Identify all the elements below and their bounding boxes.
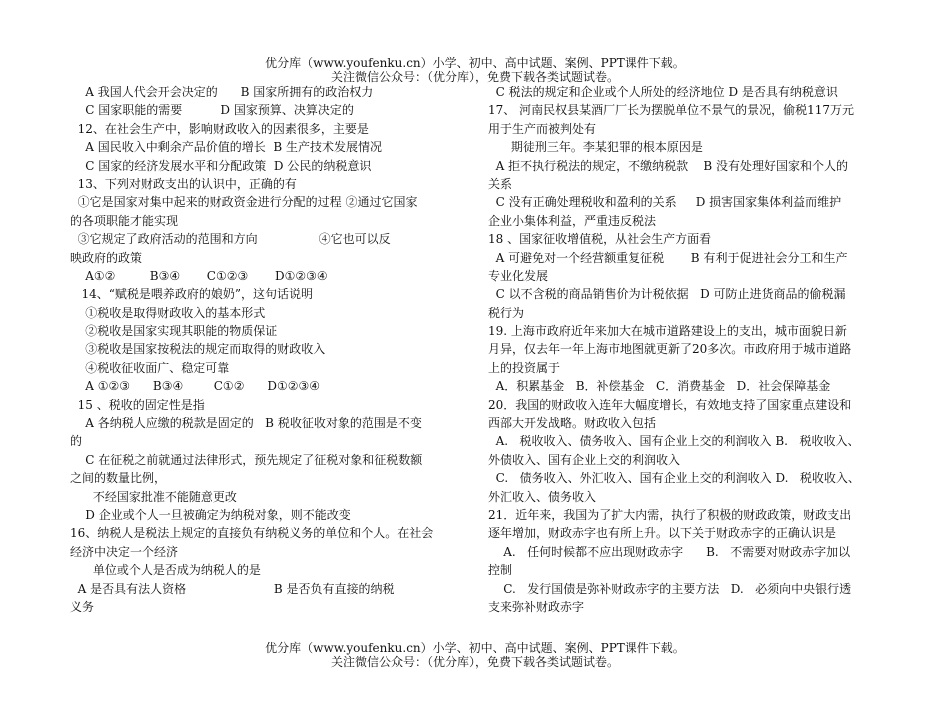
text-line: A. 任何时候都不应出现财政赤字 B. 不需要对财政赤字加以 bbox=[488, 544, 851, 559]
text-line: A①② B③④ C①②③ D①②③④ bbox=[70, 268, 328, 283]
text-line: A 可避免对一个经营额重复征税 B 有利于促进社会分工和生产 bbox=[488, 250, 848, 265]
text-line: 税行为 bbox=[488, 305, 525, 320]
header-line-2: 关注微信公众号：（优分库），免费下载各类试题试卷。 bbox=[330, 70, 619, 84]
text-line: C 在征税之前就通过法律形式，预先规定了征税对象和征税数额 bbox=[70, 452, 423, 467]
footer-line-1: 优分库（www.youfenku.cn）小学、初中、高中试题、案例、PPT课件下载。 bbox=[265, 641, 685, 655]
text-line: A 我国人代会开会决定的 B 国家所拥有的政治权力 bbox=[70, 85, 374, 99]
text-line: 西部大开发战略。财政收入包括 bbox=[488, 416, 657, 431]
text-line: A．积累基金 B．补偿基金 C．消费基金 D．社会保障基金 bbox=[488, 379, 831, 394]
text-line: 17、 河南民权县某酒厂厂长为摆脱单位不景气的景况，偷税117万元 bbox=[488, 103, 854, 118]
text-line: 义务 bbox=[70, 599, 95, 614]
text-line: 18 、国家征收增值税，从社会生产方面看 bbox=[488, 232, 712, 247]
text-line: 控制 bbox=[488, 563, 513, 578]
text-line: 支来弥补财政赤字 bbox=[488, 599, 585, 614]
text-line: 逐年增加，财政赤字也有所上升。以下关于财政赤字的正确认识是 bbox=[488, 526, 837, 541]
right-column bbox=[488, 83, 888, 616]
text-line: 15 、税收的固定性是指 bbox=[70, 397, 205, 412]
text-line: C 税法的规定和企业或个人所处的经济地位 D 是否具有纳税意识 bbox=[488, 85, 838, 99]
text-line: A. 税收收入、债务收入、国有企业上交的利润收入 B. 税收收入、 bbox=[488, 434, 860, 449]
text-line: 月异，仅去年一年上海市地图就更新了20多次。市政府用于城市道路 bbox=[488, 342, 852, 357]
text-line: C 没有正确处理税收和盈利的关系 D 损害国家集体利益而维护 bbox=[488, 195, 842, 210]
text-line: 不经国家批准不能随意更改 bbox=[70, 489, 237, 504]
text-line: ①它是国家对集中起来的财政资金进行分配的过程 ②通过它国家 bbox=[70, 195, 418, 210]
text-line: 的各项职能才能实现 bbox=[70, 213, 179, 228]
text-line: 16、纳税人是税法上规定的直接负有纳税义务的单位和个人。在社会 bbox=[70, 526, 434, 541]
text-line: 的 bbox=[70, 434, 83, 449]
text-line: 映政府的政策 bbox=[70, 250, 143, 265]
text-line: C 以不含税的商品销售价为计税依据 D 可防止进货商品的偷税漏 bbox=[488, 287, 846, 302]
text-line: 外债收入、国有企业上交的利润收入 bbox=[488, 452, 681, 467]
text-line: 20．我国的财政收入连年大幅度增长，有效地支持了国家重点建设和 bbox=[488, 397, 852, 412]
text-line: ②税收是国家实现其职能的物质保证 bbox=[70, 324, 278, 339]
text-line: 单位或个人是否成为纳税人的是 bbox=[70, 563, 261, 578]
text-line: 关系 bbox=[488, 176, 513, 191]
text-line: ③它规定了政府活动的范围和方向 ④它也可以反 bbox=[70, 232, 391, 247]
text-line: 19. 上海市政府近年来加大在城市道路建设上的支出，城市面貌日新 bbox=[488, 324, 847, 339]
left-column bbox=[70, 83, 465, 616]
text-line: C 国家职能的需要 D 国家预算、决算决定的 bbox=[70, 103, 354, 118]
text-line: D 企业或个人一旦被确定为纳税对象，则不能改变 bbox=[70, 507, 351, 522]
text-line: 之间的数量比例， bbox=[70, 471, 167, 486]
text-line: A 国民收入中剩余产品价值的增长 B 生产技术发展情况 bbox=[70, 140, 383, 155]
text-line: ③税收是国家按税法的规定而取得的财政收入 bbox=[70, 342, 326, 357]
page-footer-banner bbox=[0, 641, 950, 669]
text-line: A 是否具有法人资格 B 是否负有直接的纳税 bbox=[70, 581, 395, 596]
text-line: 外汇收入、债务收入 bbox=[488, 489, 597, 504]
text-line: 期徒刑三年。李某犯罪的根本原因是 bbox=[488, 140, 703, 155]
text-line: 13、下列对财政支出的认识中，正确的有 bbox=[70, 176, 297, 191]
header-line-1: 优分库（www.youfenku.cn）小学、初中、高中试题、案例、PPT课件下载。 bbox=[265, 56, 685, 70]
text-line: 21．近年来，我国为了扩大内需，执行了积极的财政政策，财政支出 bbox=[488, 507, 852, 522]
text-line: 上的投资属于 bbox=[488, 360, 561, 375]
text-line: A 各纳税人应缴的税款是固定的 B 税收征收对象的范围是不变 bbox=[70, 416, 422, 431]
text-line: 14、“赋税是喂养政府的娘奶”，这句话说明 bbox=[70, 287, 313, 302]
text-line: A ①②③ B③④ C①② D①②③④ bbox=[70, 379, 320, 394]
footer-line-2: 关注微信公众号：（优分库），免费下载各类试题试卷。 bbox=[330, 655, 619, 669]
page-header-banner bbox=[0, 56, 950, 84]
text-line: A 拒不执行税法的规定，不缴纳税款 B 没有处理好国家和个人的 bbox=[488, 158, 849, 173]
text-line: 经济中决定一个经济 bbox=[70, 544, 179, 559]
text-line: 用于生产而被判处有 bbox=[488, 121, 597, 136]
text-line: C 国家的经济发展水平和分配政策 D 公民的纳税意识 bbox=[70, 158, 372, 173]
text-line: ①税收是取得财政收入的基本形式 bbox=[70, 305, 266, 320]
text-line: 专业化发展 bbox=[488, 268, 549, 283]
text-line: ④税收征收面广、稳定可靠 bbox=[70, 360, 230, 375]
text-line: 12、在社会生产中，影响财政收入的因素很多，主要是 bbox=[70, 121, 369, 136]
text-line: C. 债务收入、外汇收入、国有企业上交的利润收入 D. 税收收入、 bbox=[488, 471, 860, 486]
text-line: 企业小集体利益，严重违反税法 bbox=[488, 213, 657, 228]
text-line: C. 发行国债是弥补财政赤字的主要方法 D. 必须向中央银行透 bbox=[488, 581, 852, 596]
